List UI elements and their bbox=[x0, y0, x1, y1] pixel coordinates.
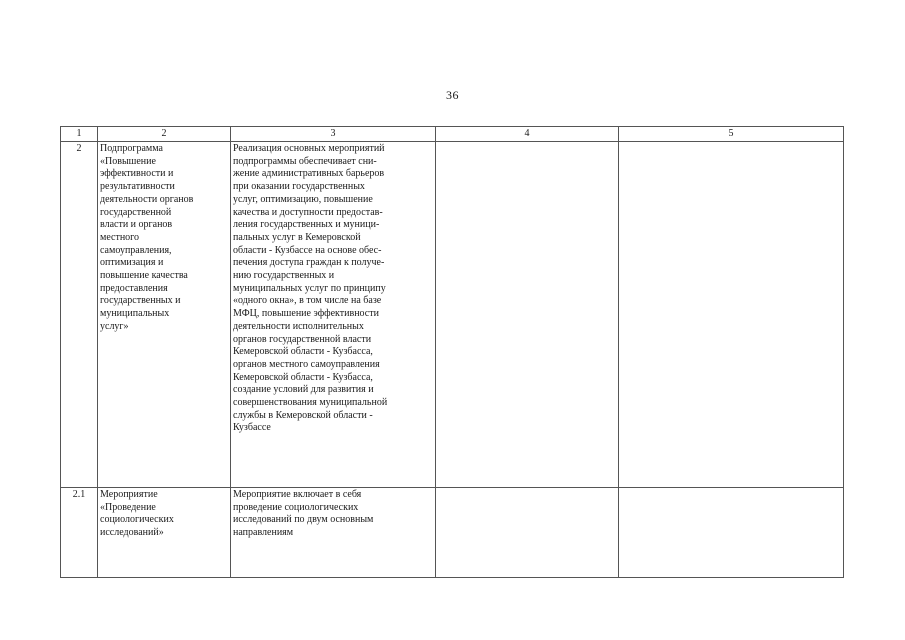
column-header-4: 4 bbox=[436, 127, 619, 142]
page-number: 36 bbox=[446, 88, 459, 102]
column-4-cell bbox=[436, 488, 619, 578]
activity-name-lines bbox=[100, 489, 228, 540]
text-line: социологических bbox=[100, 514, 174, 526]
text-line: качества и доступности предостав- bbox=[233, 206, 383, 218]
text-line: направлениям bbox=[233, 527, 294, 539]
text-line: службы в Кемеровской области - bbox=[233, 409, 373, 421]
text-line: проведение социологических bbox=[233, 501, 359, 513]
text-line: органов местного самоуправления bbox=[233, 358, 380, 370]
activity-description-lines bbox=[233, 489, 433, 540]
column-header-2: 2 bbox=[98, 127, 231, 142]
text-line: эффективности и bbox=[100, 168, 174, 180]
text-line: подпрограммы обеспечивает сни- bbox=[233, 155, 377, 167]
text-line: органов государственной власти bbox=[233, 333, 372, 345]
text-line: деятельности исполнительных bbox=[233, 320, 364, 332]
text-line: местного bbox=[100, 231, 140, 243]
text-line: услуг, оптимизацию, повышение bbox=[233, 193, 373, 205]
text-line: власти и органов bbox=[100, 219, 173, 231]
column-header-5: 5 bbox=[619, 127, 844, 142]
text-line: области - Кузбассе на основе обес- bbox=[233, 244, 382, 256]
subprogram-name-cell bbox=[98, 142, 231, 488]
text-line: создание условий для развития и bbox=[233, 384, 374, 396]
text-line: деятельности органов bbox=[100, 193, 194, 205]
text-line: Кемеровской области - Кузбасса, bbox=[233, 346, 373, 358]
text-line: «Проведение bbox=[100, 501, 156, 513]
text-line: при оказании государственных bbox=[233, 181, 365, 193]
table-row-2 bbox=[61, 142, 844, 488]
program-table bbox=[60, 126, 844, 578]
text-line: ления государственных и муници- bbox=[233, 219, 380, 231]
text-line: результативности bbox=[100, 181, 175, 193]
text-line: Мероприятие включает в себя bbox=[233, 489, 362, 500]
text-line: «одного окна», в том числе на базе bbox=[233, 295, 382, 307]
row-number-cell: 2.1 bbox=[61, 488, 98, 578]
text-line: МФЦ, повышение эффективности bbox=[233, 308, 379, 320]
text-line: нию государственных и bbox=[233, 270, 335, 282]
column-4-cell bbox=[436, 142, 619, 488]
text-line: Реализация основных мероприятий bbox=[233, 143, 385, 154]
text-line: государственной bbox=[100, 206, 172, 218]
text-line: совершенствования муниципальной bbox=[233, 397, 388, 409]
subprogram-description-cell bbox=[231, 142, 436, 488]
text-line: самоуправления, bbox=[100, 244, 172, 256]
text-line: муниципальных услуг по принципу bbox=[233, 282, 386, 294]
column-header-3: 3 bbox=[231, 127, 436, 142]
text-line: государственных и bbox=[100, 295, 181, 307]
column-5-cell bbox=[619, 488, 844, 578]
text-line: услуг» bbox=[100, 320, 129, 332]
text-line: исследований» bbox=[100, 527, 164, 539]
table-header-row bbox=[61, 127, 844, 142]
activity-name-cell bbox=[98, 488, 231, 578]
text-line: муниципальных bbox=[100, 308, 170, 320]
text-line: пальных услуг в Кемеровской bbox=[233, 231, 361, 243]
text-line: Подпрограмма bbox=[100, 143, 163, 154]
subprogram-description-lines bbox=[233, 143, 433, 435]
text-line: предоставления bbox=[100, 282, 168, 294]
text-line: «Повышение bbox=[100, 155, 156, 167]
text-line: исследований по двум основным bbox=[233, 514, 374, 526]
table-row-2-1 bbox=[61, 488, 844, 578]
column-5-cell bbox=[619, 142, 844, 488]
text-line: Кемеровской области - Кузбасса, bbox=[233, 371, 373, 383]
row-number-cell: 2 bbox=[61, 142, 98, 488]
subprogram-name-lines bbox=[100, 143, 228, 334]
text-line: оптимизация и bbox=[100, 257, 164, 269]
text-line: повышение качества bbox=[100, 270, 188, 282]
text-line: Мероприятие bbox=[100, 489, 158, 500]
activity-description-cell bbox=[231, 488, 436, 578]
text-line: печения доступа граждан к получе- bbox=[233, 257, 385, 269]
column-header-1: 1 bbox=[61, 127, 98, 142]
text-line: Кузбассе bbox=[233, 422, 271, 434]
text-line: жение административных барьеров bbox=[233, 168, 385, 180]
